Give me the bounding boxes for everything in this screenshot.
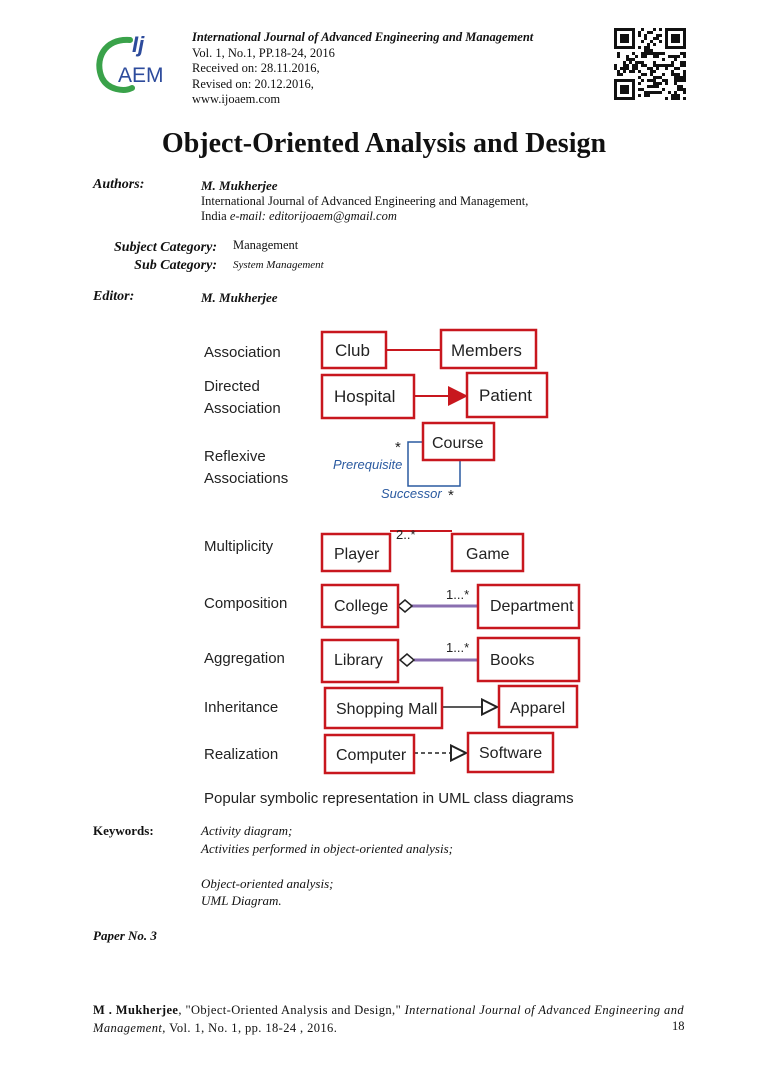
label-inheritance: Inheritance bbox=[204, 699, 279, 716]
label-reflexive: Reflexive bbox=[204, 448, 266, 465]
author-country: India bbox=[201, 209, 227, 223]
footer-title: , "Object-Oriented Analysis and Design," bbox=[178, 1003, 405, 1017]
label-association: Association bbox=[204, 344, 281, 361]
footer-citation: Vol. 1, No. 1, pp. 18-24 , 2016. bbox=[165, 1021, 338, 1035]
label-multiplicity: Multiplicity bbox=[204, 538, 274, 555]
citation-footer bbox=[93, 1001, 693, 1037]
author-name: M. Mukherjee bbox=[201, 178, 278, 193]
mult-aggregation: 1...* bbox=[446, 640, 470, 655]
mult-2-many: 2..* bbox=[396, 527, 416, 542]
logo-text-top: Ij bbox=[132, 32, 145, 57]
class-software-text: Software bbox=[479, 745, 543, 762]
class-library-text: Library bbox=[334, 652, 383, 669]
sub-category-label: Sub Category: bbox=[134, 258, 217, 273]
class-game-text: Game bbox=[466, 546, 510, 563]
keywords-list bbox=[201, 822, 453, 910]
keyword-2: Activities performed in object-oriented analysis; bbox=[201, 840, 453, 856]
class-patient-text: Patient bbox=[479, 386, 532, 405]
class-apparel-text: Apparel bbox=[510, 700, 566, 717]
label-composition: Composition bbox=[204, 595, 288, 612]
website-link[interactable]: www.ijoaem.com bbox=[192, 92, 281, 106]
author-email[interactable]: editorijoaem@gmail.com bbox=[269, 209, 397, 223]
paper-number: Paper No. 3 bbox=[93, 928, 157, 943]
authors-label: Authors: bbox=[93, 177, 145, 192]
class-club-text: Club bbox=[335, 341, 370, 360]
subject-category-label: Subject Category: bbox=[113, 240, 217, 255]
revised-date: Revised on: 20.12.2016, bbox=[192, 76, 314, 91]
received-date: Received on: 28.11.2016, bbox=[192, 61, 320, 75]
logo-text-bottom: AEM bbox=[118, 64, 164, 87]
volume-info: Vol. 1, No.1, PP.18-24, 2016 bbox=[192, 45, 335, 60]
label-directed-association: Association bbox=[204, 400, 281, 417]
class-members-text: Members bbox=[451, 341, 522, 360]
class-player-text: Player bbox=[334, 546, 380, 563]
journal-name: International Journal of Advanced Engineering and Management bbox=[192, 30, 534, 44]
label-realization: Realization bbox=[204, 746, 279, 763]
editor-name: M. Mukherjee bbox=[201, 290, 278, 305]
label-reflexive-associations: Associations bbox=[204, 470, 289, 487]
keyword-4: UML Diagram. bbox=[201, 893, 282, 908]
mult-star-1: * bbox=[395, 439, 401, 456]
class-college-text: College bbox=[334, 598, 389, 615]
role-prerequisite: Prerequisite bbox=[333, 457, 403, 472]
class-shopping-mall-text: Shopping Mall bbox=[336, 701, 438, 718]
label-directed: Directed bbox=[204, 378, 260, 395]
mult-composition: 1...* bbox=[446, 587, 470, 602]
page-title: Object-Oriented Analysis and Design bbox=[161, 128, 607, 159]
keyword-1: Activity diagram; bbox=[201, 823, 293, 838]
figure-caption: Popular symbolic representation in UML class diagrams bbox=[204, 790, 574, 807]
email-label: e-mail: bbox=[229, 209, 266, 223]
class-hospital-text: Hospital bbox=[334, 387, 396, 406]
class-computer-text: Computer bbox=[336, 747, 407, 764]
label-aggregation: Aggregation bbox=[204, 650, 285, 667]
mult-star-2: * bbox=[448, 487, 454, 504]
keyword-3: Object-oriented analysis; bbox=[201, 875, 334, 891]
sub-category: System Management bbox=[233, 259, 324, 271]
subject-category: Management bbox=[233, 238, 299, 252]
page-number: 18 bbox=[672, 1019, 685, 1033]
class-department-text: Department bbox=[490, 598, 574, 615]
footer-author: M . Mukherjee bbox=[93, 1003, 179, 1017]
class-books-text: Books bbox=[490, 652, 535, 669]
keywords-label: Keywords: bbox=[93, 823, 154, 838]
role-successor: Successor bbox=[381, 486, 442, 501]
editor-label: Editor: bbox=[93, 289, 135, 304]
class-course-text: Course bbox=[432, 435, 484, 452]
footer-journal: International Journal of Advanced Engineering and Management, bbox=[93, 1003, 685, 1035]
author-affiliation: International Journal of Advanced Engineering and Management, bbox=[201, 194, 529, 208]
